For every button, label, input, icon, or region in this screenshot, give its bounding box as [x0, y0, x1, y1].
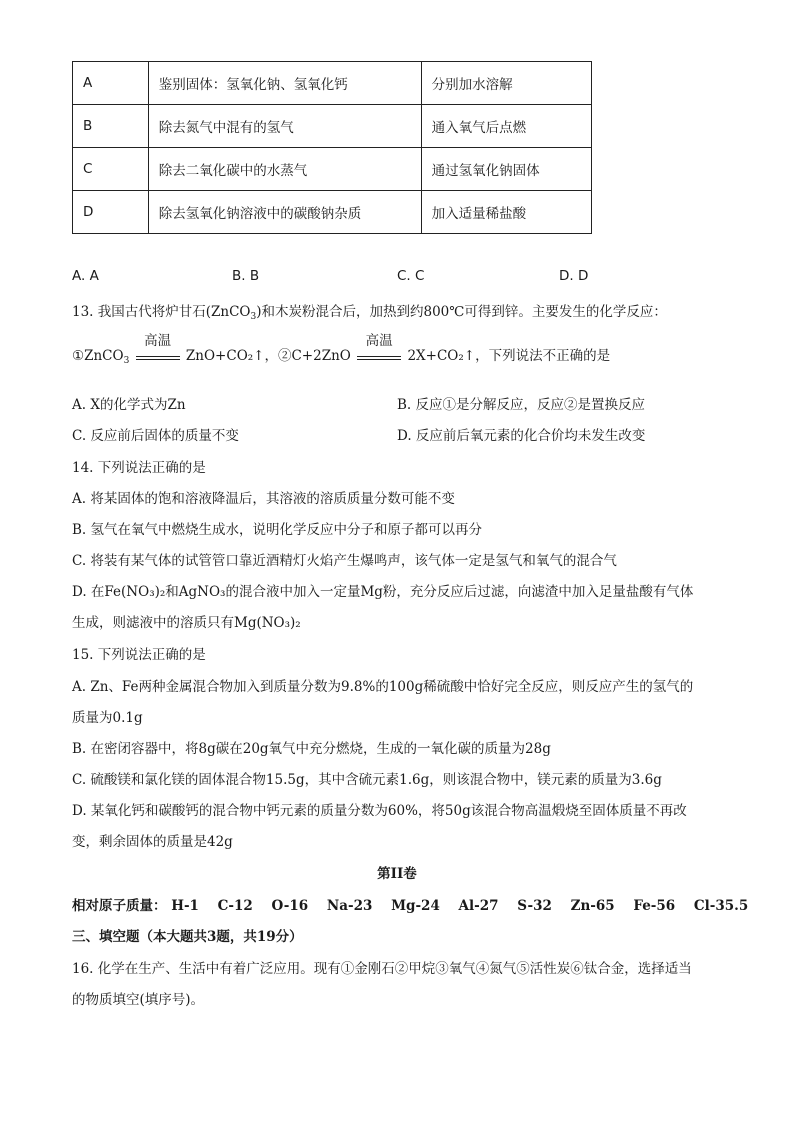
row-purpose: 除去氮气中混有的氢气: [148, 105, 421, 148]
q12-choices: [72, 268, 732, 288]
atomic-masses: 相对原子质量： H-1 C-12 O-16 Na-23 Mg-24 Al-27 S-32 Zn-65 Fe-56 Cl-35.5: [72, 898, 749, 914]
row-method: 通过氢氧化钠固体: [421, 148, 591, 191]
q13-option-d: D. 反应前后氧元素的化合价均未发生改变: [397, 428, 646, 444]
row-method: 通入氧气后点燃: [421, 105, 591, 148]
q14-option-d: D. 在Fe(NO₃)₂和AgNO₃的混合液中加入一定量Mg粉，充分反应后过滤，向滤渣中加入足量盐酸有气体: [72, 584, 694, 600]
row-purpose: 除去二氧化碳中的水蒸气: [148, 148, 421, 191]
q13-option-b: B. 反应①是分解反应，反应②是置换反应: [397, 397, 646, 413]
choice-b: B. B: [232, 268, 260, 284]
choice-c: C. C: [397, 268, 425, 284]
q13-options-row2: [72, 424, 732, 444]
q15-stem: 15. 下列说法正确的是: [72, 647, 206, 663]
q15-option-d: D. 某氧化钙和碳酸钙的混合物中钙元素的质量分数为60%，将50g该混合物高温煅烧至固体质量不再改: [72, 803, 687, 819]
reaction-condition: 高温: [136, 349, 180, 360]
atomic-masses-label: 相对原子质量：: [72, 898, 167, 914]
choice-a: A. A: [72, 268, 99, 284]
q15-option-b: B. 在密闭容器中，将8g碳在20g氧气中充分燃烧，生成的一氧化碳的质量为28g: [72, 741, 551, 757]
q16-stem: 16. 化学在生产、生活中有着广泛应用。现有①金刚石②甲烷③氧气④氮气⑤活性炭⑥钛合金，选择适当: [72, 961, 692, 977]
q14-option-a: A. 将某固体的饱和溶液降温后，其溶液的溶质质量分数可能不变: [72, 491, 455, 507]
row-letter: A: [73, 62, 149, 105]
table-row: [73, 191, 592, 234]
table-row: [73, 148, 592, 191]
q14-option-b: B. 氢气在氧气中燃烧生成水，说明化学反应中分子和原子都可以再分: [72, 522, 483, 538]
q13-options-row1: [72, 393, 732, 413]
reaction-condition: 高温: [357, 349, 401, 360]
q14-option-d-cont: 生成，则滤液中的溶质只有Mg(NO₃)₂: [72, 615, 301, 631]
q13-stem: 13. 我国古代将炉甘石(ZnCO$_3$)和木炭粉混合后，加热到约800℃可得到锌。主要发生的化学反应：: [72, 304, 667, 322]
row-letter: D: [73, 191, 149, 234]
choice-d: D. D: [559, 268, 589, 284]
row-method: 加入适量稀盐酸: [421, 191, 591, 234]
q15-option-a-cont: 质量为0.1g: [72, 710, 143, 726]
q15-option-d-cont: 变，剩余固体的质量是42g: [72, 834, 233, 850]
q15-option-a: A. Zn、Fe两种金属混合物加入到质量分数为9.8%的100g稀硫酸中恰好完全反应，则反应产生的氢气的: [72, 679, 694, 695]
section-title: 第II卷: [377, 866, 417, 882]
q13-option-c: C. 反应前后固体的质量不变: [72, 428, 239, 444]
q13-equations: ①ZnCO$_3$ 高温 ZnO+CO₂↑，②C+2ZnO 高温 2X+CO₂↑，下列说法不正确的是: [72, 333, 611, 366]
table-row: [73, 105, 592, 148]
table-row: [73, 62, 592, 105]
options-table: [72, 61, 592, 234]
q13-option-a: A. X的化学式为Zn: [72, 397, 186, 413]
row-letter: C: [73, 148, 149, 191]
row-purpose: 鉴别固体：氢氧化钠、氢氧化钙: [148, 62, 421, 105]
q16-stem-cont: 的物质填空(填序号)。: [72, 992, 205, 1008]
q14-stem: 14. 下列说法正确的是: [72, 460, 206, 476]
part-title: 三、填空题（本大题共3题，共19分）: [72, 929, 303, 945]
row-purpose: 除去氢氧化钠溶液中的碳酸钠杂质: [148, 191, 421, 234]
row-method: 分别加水溶解: [421, 62, 591, 105]
q15-option-c: C. 硫酸镁和氯化镁的固体混合物15.5g，其中含硫元素1.6g，则该混合物中，镁元素的质量为3.6g: [72, 772, 662, 788]
row-letter: B: [73, 105, 149, 148]
q14-option-c: C. 将装有某气体的试管管口靠近酒精灯火焰产生爆鸣声，该气体一定是氢气和氧气的混合气: [72, 553, 617, 569]
